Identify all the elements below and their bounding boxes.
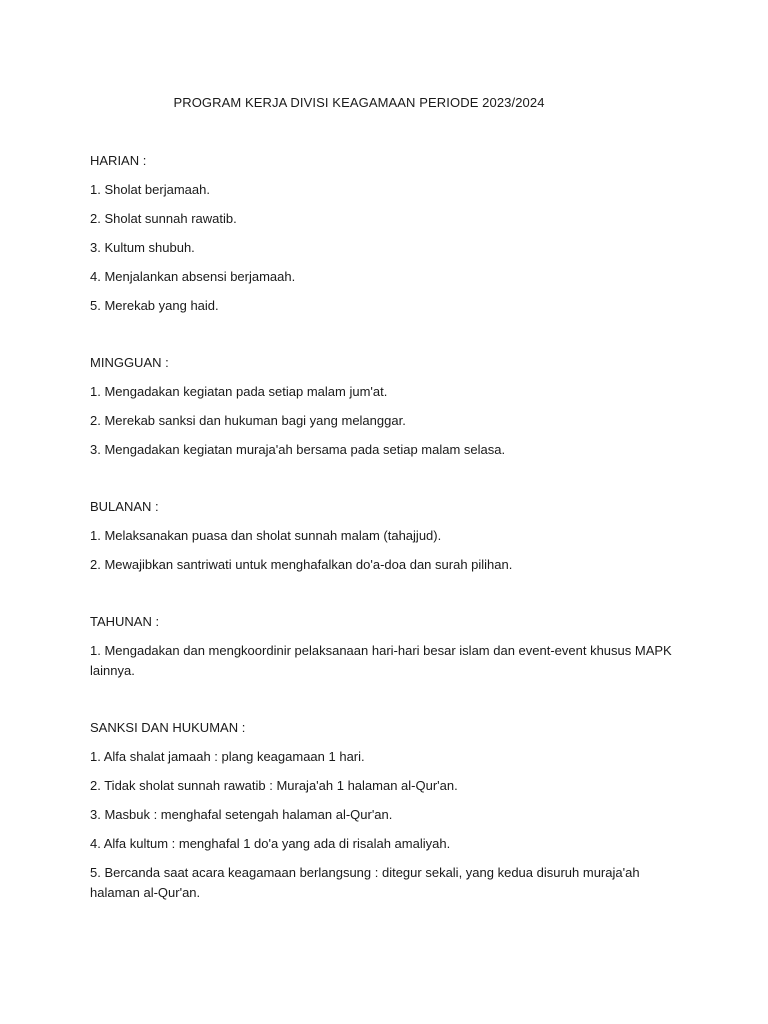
list-item: 3. Mengadakan kegiatan muraja'ah bersama pada setiap malam selasa. (90, 442, 506, 457)
list-item: 1. Mengadakan kegiatan pada setiap malam jum'at. (90, 384, 388, 399)
section-bulanan (90, 497, 690, 575)
list-item: 2. Tidak sholat sunnah rawatib : Muraja'ah 1 halaman al-Qur'an. (90, 778, 458, 793)
list-item: 5. Merekab yang haid. (90, 298, 219, 313)
document-body (90, 151, 690, 903)
list-item: 1. Alfa shalat jamaah : plang keagamaan 1 hari. (90, 749, 365, 764)
list-item: 1. Sholat berjamaah. (90, 182, 210, 197)
list-item: 4. Menjalankan absensi berjamaah. (90, 269, 296, 284)
list-item: 2. Sholat sunnah rawatib. (90, 211, 237, 226)
section-harian (90, 151, 690, 316)
section-tahunan (90, 612, 690, 681)
list-item: 5. Bercanda saat acara keagamaan berlangsung : ditegur sekali, yang kedua disuruh muraja'ah halaman al-Qur'an. (90, 865, 640, 900)
list-item: 3. Masbuk : menghafal setengah halaman al-Qur'an. (90, 807, 393, 822)
list-item: 3. Kultum shubuh. (90, 240, 195, 255)
list-item: 1. Melaksanakan puasa dan sholat sunnah malam (tahajjud). (90, 528, 442, 543)
section-heading: HARIAN : (90, 153, 147, 168)
list-item: 4. Alfa kultum : menghafal 1 do'a yang ada di risalah amaliyah. (90, 836, 451, 851)
section-sanksi-dan-hukuman (90, 718, 690, 903)
section-mingguan (90, 353, 690, 460)
list-item: 1. Mengadakan dan mengkoordinir pelaksanaan hari-hari besar islam dan event-event khusus MAPK lainnya. (90, 643, 672, 678)
list-item: 2. Mewajibkan santriwati untuk menghafalkan do'a-doa dan surah pilihan. (90, 557, 513, 572)
list-item: 2. Merekab sanksi dan hukuman bagi yang melanggar. (90, 413, 406, 428)
section-heading: SANKSI DAN HUKUMAN : (90, 720, 246, 735)
section-heading: BULANAN : (90, 499, 159, 514)
document-title: PROGRAM KERJA DIVISI KEAGAMAAN PERIODE 2023/2024 (173, 95, 545, 110)
section-heading: TAHUNAN : (90, 614, 160, 629)
section-heading: MINGGUAN : (90, 355, 169, 370)
